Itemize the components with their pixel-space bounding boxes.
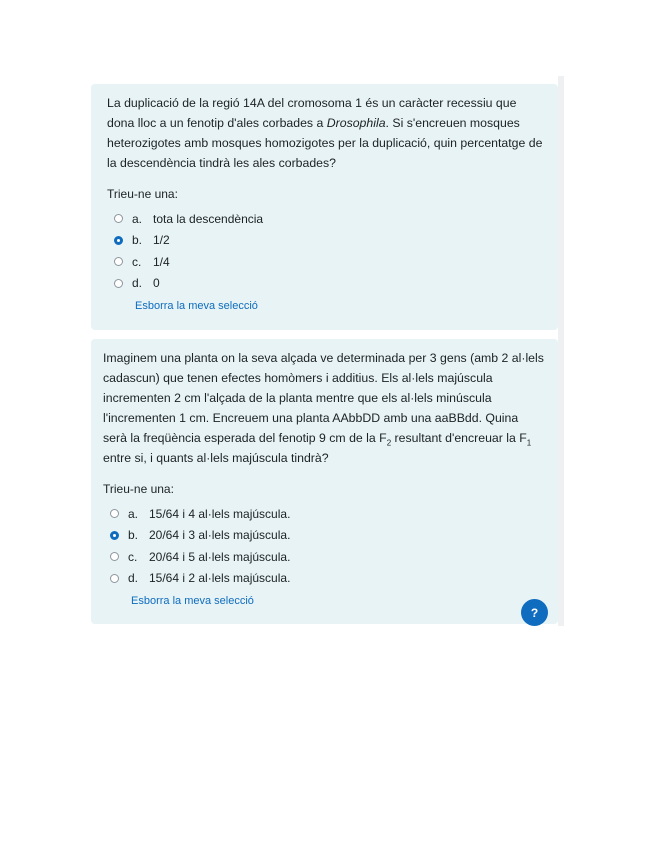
radio-button[interactable] xyxy=(110,574,119,583)
radio-button[interactable] xyxy=(110,509,119,518)
question-text-part: resultant d'encreuar la F xyxy=(391,431,527,445)
radio-button[interactable] xyxy=(110,552,119,561)
clear-selection-link[interactable]: Esborra la meva selecció xyxy=(135,300,258,312)
question-text-part: La duplicació de la regió 14A del cromosoma 1 és un caràcter recessiu que dona lloc a un fenotip d'ales corbades a xyxy=(107,96,517,130)
answer-label: 0 xyxy=(153,276,160,291)
scrollbar-track[interactable] xyxy=(558,76,564,626)
answer-letter: d. xyxy=(132,276,143,291)
answer-letter: c. xyxy=(128,549,138,564)
answer-letter: a. xyxy=(132,211,143,226)
subscript: 2 xyxy=(386,438,392,448)
answer-option-d[interactable] xyxy=(114,273,544,295)
question-text xyxy=(107,93,544,173)
question-text-part: Imaginem una planta on la seva alçada ve determinada per 3 gens (amb 2 al·lels cadascun) que tenen efectes homòmers i additius. Els al·lels majúscula incrementen 2 cm l'alçada de la planta mentre que els al·lels minúscula l'incrementen 1 cm. Encreuem una planta AAbbDD amb una aaBBdd. Quina serà la freqüència esperada del fenotip 9 cm de la F xyxy=(103,351,544,445)
answer-letter: b. xyxy=(128,528,139,543)
question-text xyxy=(103,348,544,468)
answer-option-d[interactable] xyxy=(110,568,544,590)
question-text-part: . Si s'encreuen mosques heterozigotes amb mosques homozigotes per la duplicació, quin percentatge de la descendència tindrà les ales corbades? xyxy=(107,116,543,170)
clear-selection-link[interactable]: Esborra la meva selecció xyxy=(131,595,254,607)
answer-option-c[interactable] xyxy=(110,546,544,568)
question-text-italic: Drosophila xyxy=(326,116,386,130)
answer-label: 15/64 i 4 al·lels majúscula. xyxy=(149,506,291,521)
radio-button[interactable] xyxy=(114,279,123,288)
answer-label: 20/64 i 3 al·lels majúscula. xyxy=(149,528,291,543)
answer-label: 1/4 xyxy=(153,254,170,269)
answer-label: 15/64 i 2 al·lels majúscula. xyxy=(149,571,291,586)
answer-label: tota la descendència xyxy=(153,211,264,226)
answer-label: 1/2 xyxy=(153,233,170,248)
answer-letter: b. xyxy=(132,233,143,248)
answer-list xyxy=(110,503,544,589)
radio-button[interactable] xyxy=(110,531,119,540)
answer-option-c[interactable] xyxy=(114,251,544,273)
radio-button[interactable] xyxy=(114,257,123,266)
subscript: 1 xyxy=(526,438,532,448)
answer-list xyxy=(114,208,544,294)
radio-button[interactable] xyxy=(114,236,123,245)
answer-letter: d. xyxy=(128,571,139,586)
answer-letter: c. xyxy=(132,254,142,269)
answer-prompt: Trieu-ne una: xyxy=(103,482,174,496)
radio-button[interactable] xyxy=(114,214,123,223)
help-button[interactable]: ? xyxy=(521,599,548,626)
question-card-2 xyxy=(91,339,558,624)
answer-option-b[interactable] xyxy=(110,525,544,547)
answer-option-a[interactable] xyxy=(114,208,544,230)
answer-prompt: Trieu-ne una: xyxy=(107,187,178,201)
question-card-1 xyxy=(91,84,558,330)
answer-option-a[interactable] xyxy=(110,503,544,525)
answer-letter: a. xyxy=(128,506,139,521)
answer-label: 20/64 i 5 al·lels majúscula. xyxy=(149,549,291,564)
answer-option-b[interactable] xyxy=(114,230,544,252)
question-text-part: entre si, i quants al·lels majúscula tindrà? xyxy=(103,451,329,465)
